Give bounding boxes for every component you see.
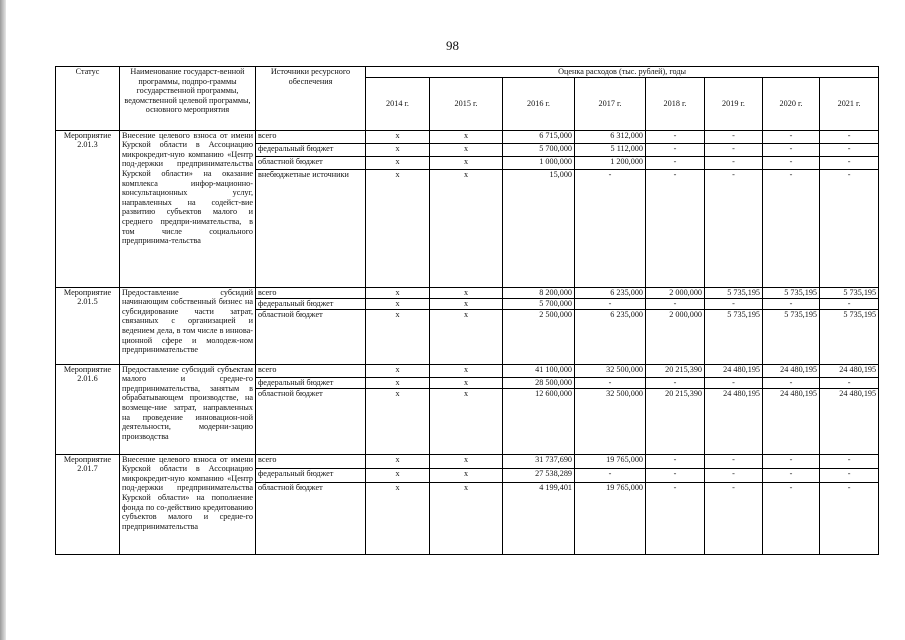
amount-cell: 20 215,390: [646, 364, 705, 377]
amount-cell: 32 500,000: [575, 388, 646, 454]
amount-cell: -: [705, 143, 763, 156]
amount-cell: 2 500,000: [503, 309, 575, 364]
header-source: Источники ресурсного обеспечения: [256, 67, 366, 131]
funding-source: всего: [256, 130, 366, 143]
measure-name: Предоставление субсидий начинающим собственный бизнес на субсидирование части затрат, связанных с организацией и ведением дела, в том числе в иннова-ционной сфере и молодеж-ном предпринимательстве: [120, 287, 256, 364]
amount-cell: 15,000: [503, 169, 575, 287]
amount-cell: -: [820, 454, 879, 468]
amount-cell: 5 700,000: [503, 143, 575, 156]
measure-status: Мероприятие 2.01.3: [56, 130, 120, 287]
amount-cell: 5 735,195: [763, 309, 820, 364]
funding-source: всего: [256, 287, 366, 298]
amount-cell: -: [820, 298, 879, 309]
amount-cell: х: [366, 143, 430, 156]
amount-cell: -: [705, 169, 763, 287]
table-body: [56, 130, 879, 554]
header-year: 2017 г.: [575, 77, 646, 130]
amount-cell: 24 480,195: [705, 364, 763, 377]
amount-cell: -: [820, 156, 879, 169]
amount-cell: -: [646, 468, 705, 482]
header-year: 2016 г.: [503, 77, 575, 130]
header-status: Статус: [56, 67, 120, 131]
amount-cell: 24 480,195: [763, 388, 820, 454]
amount-cell: -: [820, 143, 879, 156]
header-year: 2018 г.: [646, 77, 705, 130]
amount-cell: х: [430, 309, 503, 364]
amount-cell: -: [646, 377, 705, 388]
amount-cell: 6 235,000: [575, 287, 646, 298]
amount-cell: -: [705, 454, 763, 468]
amount-cell: -: [646, 454, 705, 468]
amount-cell: х: [366, 377, 430, 388]
amount-cell: -: [705, 468, 763, 482]
amount-cell: х: [366, 287, 430, 298]
amount-cell: 41 100,000: [503, 364, 575, 377]
amount-cell: -: [820, 169, 879, 287]
amount-cell: 24 480,195: [820, 364, 879, 377]
amount-cell: 24 480,195: [763, 364, 820, 377]
amount-cell: х: [366, 156, 430, 169]
amount-cell: х: [430, 130, 503, 143]
amount-cell: -: [646, 169, 705, 287]
amount-cell: -: [705, 377, 763, 388]
amount-cell: 19 765,000: [575, 482, 646, 554]
amount-cell: -: [575, 298, 646, 309]
amount-cell: х: [430, 287, 503, 298]
amount-cell: х: [366, 388, 430, 454]
table-row: [56, 287, 879, 298]
amount-cell: х: [430, 143, 503, 156]
amount-cell: 5 112,000: [575, 143, 646, 156]
funding-source: федеральный бюджет: [256, 143, 366, 156]
amount-cell: 2 000,000: [646, 309, 705, 364]
amount-cell: х: [366, 309, 430, 364]
amount-cell: 27 538,289: [503, 468, 575, 482]
funding-source: всего: [256, 364, 366, 377]
amount-cell: -: [820, 130, 879, 143]
amount-cell: 2 000,000: [646, 287, 705, 298]
amount-cell: х: [366, 169, 430, 287]
measure-name: Внесение целевого взноса от имени Курской области в Ассоциацию микрокредит-ную компанию «Центр под-держки предпринимательства Курской области» на пополнение фонда по со-действию кредитованию субъектов малого и средне-го предпринимательства: [120, 454, 256, 554]
measure-name: Внесение целевого взноса от имени Курской области в Ассоциацию микрокредит-ную компанию «Центр под-держки предпринимательства Курской области» на оказание комплекса инфор-мационно-консультационных услуг, направленных на содейст-вие развитию субъектов малого и среднего предпри-нимательства, в том числе социального предпринима-тельства: [120, 130, 256, 287]
amount-cell: 5 735,195: [820, 287, 879, 298]
header-year: 2020 г.: [763, 77, 820, 130]
funding-source: областной бюджет: [256, 156, 366, 169]
amount-cell: 19 765,000: [575, 454, 646, 468]
page-number: 98: [446, 38, 459, 53]
amount-cell: 5 735,195: [820, 309, 879, 364]
amount-cell: -: [575, 468, 646, 482]
amount-cell: 8 200,000: [503, 287, 575, 298]
header-row: [56, 67, 879, 78]
expense-table: [55, 66, 879, 555]
funding-source: всего: [256, 454, 366, 468]
amount-cell: -: [763, 377, 820, 388]
amount-cell: -: [820, 377, 879, 388]
funding-source: областной бюджет: [256, 388, 366, 454]
amount-cell: -: [763, 298, 820, 309]
amount-cell: 1 000,000: [503, 156, 575, 169]
amount-cell: -: [820, 482, 879, 554]
amount-cell: -: [763, 454, 820, 468]
header-name: Наименование государст-венной программы, подпро-граммы государственной программы, ведомственной целевой программы, основного мероприятия: [120, 67, 256, 131]
measure-status: Мероприятие 2.01.5: [56, 287, 120, 364]
table-row: [56, 130, 879, 143]
amount-cell: -: [763, 468, 820, 482]
funding-source: внебюджетные источники: [256, 169, 366, 287]
amount-cell: х: [430, 454, 503, 468]
amount-cell: 12 600,000: [503, 388, 575, 454]
amount-cell: 5 735,195: [705, 309, 763, 364]
funding-source: федеральный бюджет: [256, 468, 366, 482]
amount-cell: х: [430, 298, 503, 309]
amount-cell: -: [705, 156, 763, 169]
amount-cell: -: [763, 143, 820, 156]
funding-source: федеральный бюджет: [256, 377, 366, 388]
header-year: 2015 г.: [430, 77, 503, 130]
amount-cell: -: [646, 130, 705, 143]
amount-cell: х: [430, 156, 503, 169]
header-year: 2021 г.: [820, 77, 879, 130]
amount-cell: 6 312,000: [575, 130, 646, 143]
funding-source: областной бюджет: [256, 482, 366, 554]
amount-cell: -: [575, 377, 646, 388]
amount-cell: 5 700,000: [503, 298, 575, 309]
amount-cell: 24 480,195: [705, 388, 763, 454]
amount-cell: -: [705, 298, 763, 309]
amount-cell: -: [575, 169, 646, 287]
amount-cell: 5 735,195: [763, 287, 820, 298]
header-year: 2019 г.: [705, 77, 763, 130]
amount-cell: -: [763, 130, 820, 143]
amount-cell: х: [430, 468, 503, 482]
amount-cell: х: [366, 364, 430, 377]
amount-cell: х: [366, 482, 430, 554]
amount-cell: 1 200,000: [575, 156, 646, 169]
amount-cell: -: [763, 169, 820, 287]
measure-name: Предоставление субсидий субъектам малого и средне-го предпринимательства, занятым в обрабатывающем производстве, на возмеще-ние затрат, направленных на проведение инновацион-ной деятельности, модерни-зацию производства: [120, 364, 256, 454]
amount-cell: 31 737,690: [503, 454, 575, 468]
measure-status: Мероприятие 2.01.6: [56, 364, 120, 454]
header-estimate: Оценка расходов (тыс. рублей), годы: [366, 67, 879, 78]
scan-edge: [0, 0, 6, 640]
amount-cell: х: [430, 169, 503, 287]
measure-status: Мероприятие 2.01.7: [56, 454, 120, 554]
amount-cell: х: [430, 388, 503, 454]
amount-cell: -: [646, 143, 705, 156]
table-row: [56, 454, 879, 468]
amount-cell: 28 500,000: [503, 377, 575, 388]
amount-cell: х: [366, 298, 430, 309]
amount-cell: -: [705, 130, 763, 143]
amount-cell: х: [366, 130, 430, 143]
table-row: [56, 364, 879, 377]
amount-cell: 6 715,000: [503, 130, 575, 143]
amount-cell: х: [430, 377, 503, 388]
amount-cell: х: [430, 482, 503, 554]
header-year: 2014 г.: [366, 77, 430, 130]
amount-cell: -: [763, 156, 820, 169]
amount-cell: -: [646, 298, 705, 309]
amount-cell: -: [820, 468, 879, 482]
amount-cell: 24 480,195: [820, 388, 879, 454]
amount-cell: х: [366, 454, 430, 468]
amount-cell: 6 235,000: [575, 309, 646, 364]
amount-cell: -: [763, 482, 820, 554]
amount-cell: -: [646, 156, 705, 169]
amount-cell: -: [646, 482, 705, 554]
amount-cell: 4 199,401: [503, 482, 575, 554]
amount-cell: 32 500,000: [575, 364, 646, 377]
funding-source: областной бюджет: [256, 309, 366, 364]
amount-cell: 5 735,195: [705, 287, 763, 298]
amount-cell: х: [366, 468, 430, 482]
amount-cell: х: [430, 364, 503, 377]
amount-cell: 20 215,390: [646, 388, 705, 454]
amount-cell: -: [705, 482, 763, 554]
funding-source: федеральный бюджет: [256, 298, 366, 309]
